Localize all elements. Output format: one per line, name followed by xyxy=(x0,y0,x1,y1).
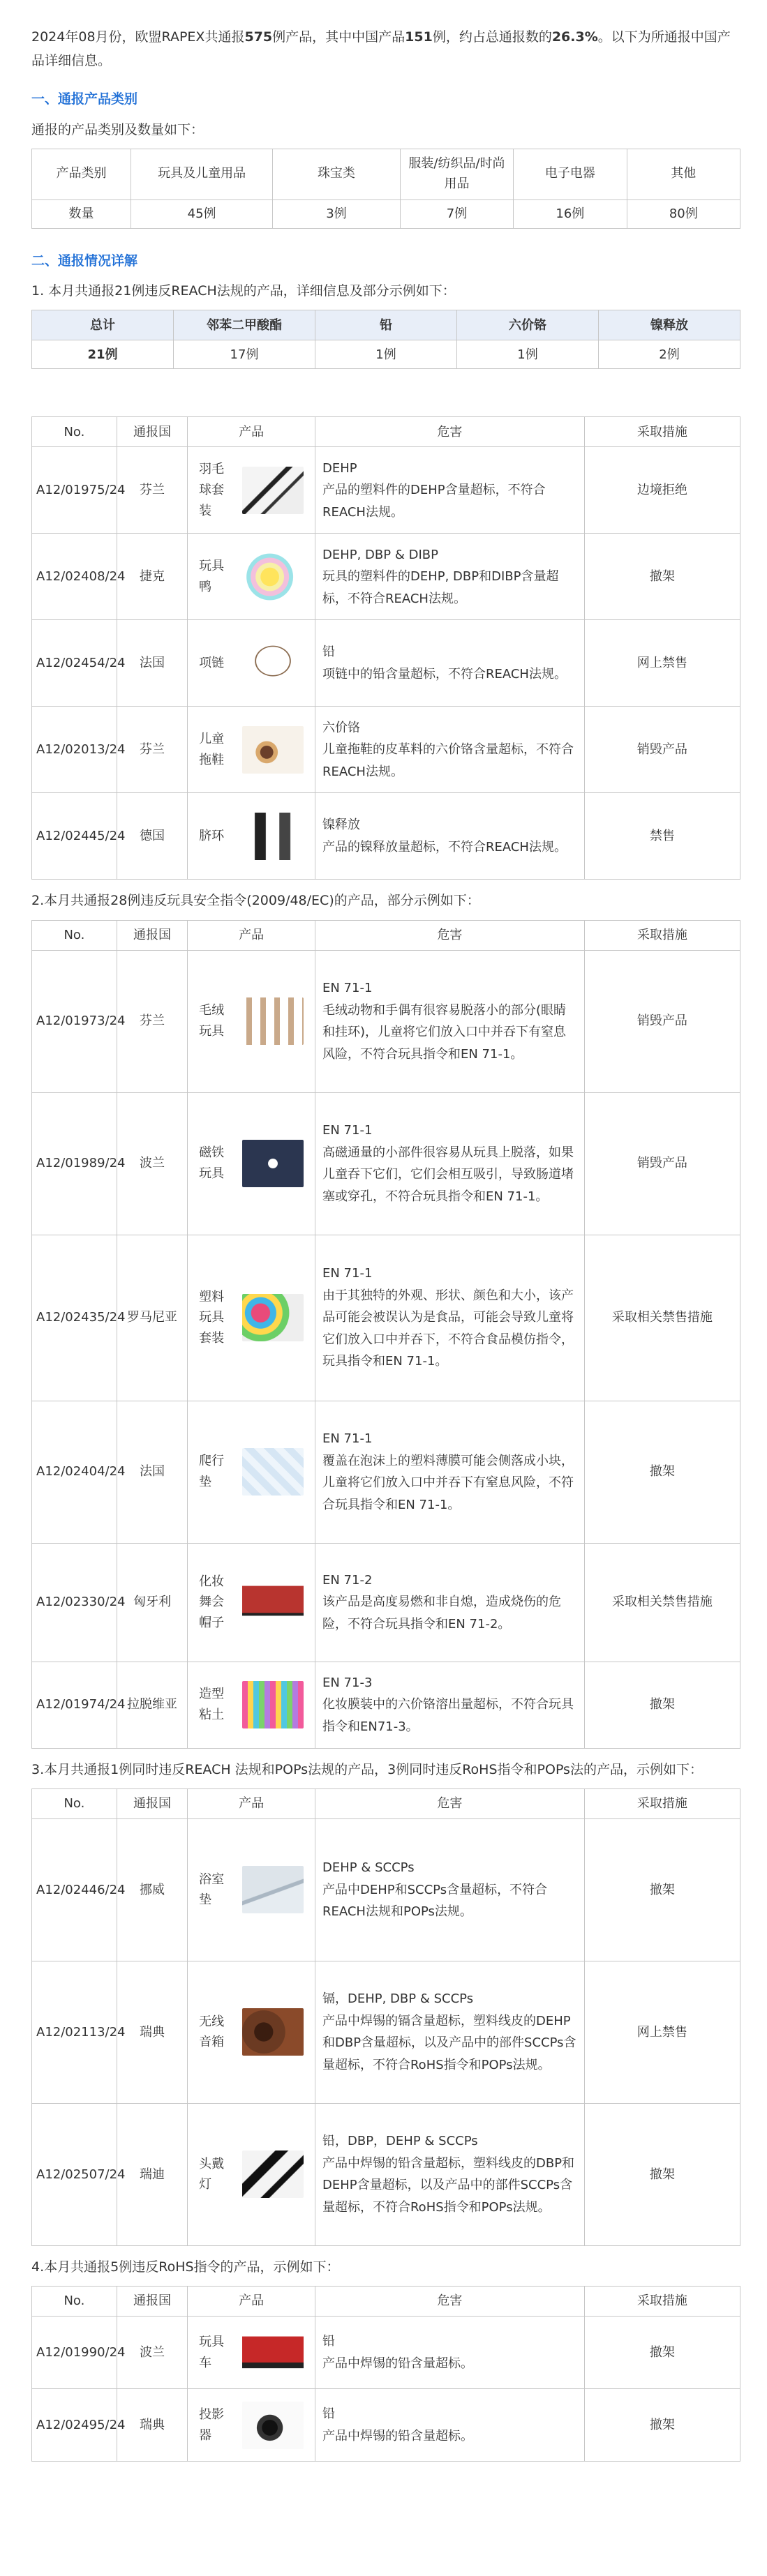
measure-taken: 采取相关禁售措施 xyxy=(584,1235,740,1401)
product-name: 头戴灯 xyxy=(199,2156,225,2192)
hazard-description: 覆盖在泡沫上的塑料薄膜可能会侧落成小块，儿童将它们放入口中并吞下有窒息风险，不符合玩具指令和EN 71-1。 xyxy=(322,1453,574,1512)
summary-header: 邻苯二甲酸酯 xyxy=(174,310,315,340)
hazard-description: 儿童拖鞋的皮革料的六价铬含量超标，不符合REACH法规。 xyxy=(322,742,574,779)
product-cell xyxy=(188,707,315,793)
column-header: No. xyxy=(32,1788,117,1818)
column-header: 危害 xyxy=(315,920,584,950)
product-image xyxy=(242,1294,304,1341)
pops-detail-table xyxy=(31,1788,740,2246)
product-cell xyxy=(188,950,315,1092)
table-row xyxy=(32,1401,740,1543)
section-paragraph: 3.本月共通报1例同时违反REACH 法规和POPs法规的产品，3例同时违反RoHS指令和POPs法的产品，示例如下： xyxy=(31,1761,703,1777)
category-header: 珠宝类 xyxy=(273,149,401,199)
intro-china-count: 151 xyxy=(405,29,433,45)
rohs-detail-table xyxy=(31,2286,740,2462)
reach-summary-table xyxy=(31,310,740,369)
hazard-description: 该产品是高度易燃和非自熄，造成烧伤的危险，不符合玩具指令和EN 71-2。 xyxy=(322,1595,561,1632)
product-name: 羽毛球套装 xyxy=(199,462,225,518)
notifying-country: 芬兰 xyxy=(117,447,188,534)
measure-taken: 网上禁售 xyxy=(584,1961,740,2103)
hazard-title: EN 71-1 xyxy=(322,1266,373,1281)
product-image xyxy=(242,1681,304,1728)
summary-header: 铅 xyxy=(315,310,457,340)
table-row xyxy=(32,1092,740,1235)
product-cell xyxy=(188,2103,315,2245)
product-name: 无线音箱 xyxy=(199,2014,225,2050)
report-number: A12/02495/24 xyxy=(32,2389,117,2462)
column-header: 危害 xyxy=(315,1788,584,1818)
column-header: 通报国 xyxy=(117,2287,188,2317)
measure-taken: 撤架 xyxy=(584,1401,740,1543)
product-image xyxy=(242,467,304,514)
product-name: 毛绒玩具 xyxy=(199,1003,225,1039)
category-header: 产品类别 xyxy=(32,149,131,199)
product-name: 塑料玩具套装 xyxy=(199,1289,225,1346)
report-number: A12/02013/24 xyxy=(32,707,117,793)
hazard-cell xyxy=(315,534,584,620)
report-number: A12/01990/24 xyxy=(32,2317,117,2389)
column-header: 采取措施 xyxy=(584,1788,740,1818)
product-image xyxy=(242,2329,304,2377)
product-name: 投影器 xyxy=(199,2406,225,2443)
hazard-title: EN 71-1 xyxy=(322,1431,373,1447)
hazard-cell xyxy=(315,1092,584,1235)
section-paragraph: 1. 本月共通报21例违反REACH法规的产品，详细信息及部分示例如下： xyxy=(31,283,456,299)
notifying-country: 芬兰 xyxy=(117,950,188,1092)
report-number: A12/01989/24 xyxy=(32,1092,117,1235)
hazard-description: 产品中DEHP和SCCPs含量超标，不符合REACH法规和POPs法规。 xyxy=(322,1882,548,1920)
table-row xyxy=(32,620,740,707)
hazard-description: 产品的塑料件的DEHP含量超标，不符合REACH法规。 xyxy=(322,483,546,520)
hazard-title: 铅 xyxy=(322,2334,335,2349)
summary-header: 镍释放 xyxy=(599,310,740,340)
table-row xyxy=(32,2389,740,2462)
measure-taken: 撤架 xyxy=(584,534,740,620)
notifying-country: 匈牙利 xyxy=(117,1543,188,1662)
category-value: 数量 xyxy=(32,199,131,228)
hazard-cell xyxy=(315,1662,584,1748)
notifying-country: 瑞迪 xyxy=(117,2103,188,2245)
category-header: 玩具及儿童用品 xyxy=(131,149,273,199)
intro-paragraph xyxy=(31,25,740,73)
table-row xyxy=(32,1818,740,1961)
notifying-country: 德国 xyxy=(117,793,188,880)
notifying-country: 捷克 xyxy=(117,534,188,620)
table-row xyxy=(32,534,740,620)
measure-taken: 禁售 xyxy=(584,793,740,880)
hazard-cell xyxy=(315,1961,584,2103)
measure-taken: 采取相关禁售措施 xyxy=(584,1543,740,1662)
notifying-country: 罗马尼亚 xyxy=(117,1235,188,1401)
product-cell xyxy=(188,1543,315,1662)
section-title: 二、通报情况详解 xyxy=(31,253,138,269)
summary-header: 总计 xyxy=(32,310,174,340)
section-paragraph: 4.本月共通报5例违反RoHS指令的产品，示例如下： xyxy=(31,2259,340,2275)
notifying-country: 法国 xyxy=(117,1401,188,1543)
table-row xyxy=(32,1961,740,2103)
column-header: No. xyxy=(32,2287,117,2317)
hazard-title: DEHP xyxy=(322,460,357,476)
hazard-cell xyxy=(315,1818,584,1961)
hazard-description: 化妆膜装中的六价铬溶出量超标，不符合玩具指令和EN71-3。 xyxy=(322,1697,574,1734)
hazard-title: DEHP, DBP & DIBP xyxy=(322,547,438,562)
product-name: 造型粘土 xyxy=(199,1687,225,1723)
intro-total: 575 xyxy=(244,29,273,45)
measure-taken: 销毁产品 xyxy=(584,707,740,793)
product-image xyxy=(242,2008,304,2056)
hazard-cell xyxy=(315,2317,584,2389)
column-header: No. xyxy=(32,920,117,950)
hazard-cell xyxy=(315,1235,584,1401)
detail-header-row xyxy=(32,920,740,950)
product-image xyxy=(242,1448,304,1496)
summary-value: 17例 xyxy=(174,340,315,369)
hazard-description: 产品中焊锡的铅含量超标。 xyxy=(322,2428,473,2443)
hazard-title: 铅 xyxy=(322,2406,335,2422)
column-header: 危害 xyxy=(315,417,584,447)
hazard-description: 项链中的铅含量超标，不符合REACH法规。 xyxy=(322,666,567,681)
table-row xyxy=(32,2317,740,2389)
category-value: 7例 xyxy=(400,199,513,228)
column-header: 通报国 xyxy=(117,920,188,950)
column-header: 产品 xyxy=(188,1788,315,1818)
section-title: 一、通报产品类别 xyxy=(31,91,138,107)
intro-text: 2024年08月份，欧盟RAPEX共通报 xyxy=(31,29,245,45)
product-name: 玩具车 xyxy=(199,2334,225,2370)
product-cell xyxy=(188,447,315,534)
report-number: A12/02404/24 xyxy=(32,1401,117,1543)
product-name: 玩具鸭 xyxy=(199,559,225,594)
product-name: 磁铁玩具 xyxy=(199,1145,225,1182)
summary-value: 1例 xyxy=(315,340,457,369)
hazard-title: EN 71-1 xyxy=(322,1123,373,1138)
column-header: 采取措施 xyxy=(584,920,740,950)
product-image xyxy=(242,2151,304,2198)
report-number: A12/02446/24 xyxy=(32,1818,117,1961)
measure-taken: 网上禁售 xyxy=(584,620,740,707)
section-paragraph: 2.本月共通报28例违反玩具安全指令(2009/48/EC)的产品，部分示例如下： xyxy=(31,893,480,909)
product-name: 化妆舞会帽子 xyxy=(199,1574,225,1630)
notifying-country: 法国 xyxy=(117,620,188,707)
hazard-description: 毛绒动物和手偶有很容易脱落小的部分(眼睛和挂环)，儿童将它们放入口中并吞下有窒息风险，不符合玩具指令和EN 71-1。 xyxy=(322,1002,567,1062)
product-image xyxy=(242,1866,304,1913)
hazard-title: 镍释放 xyxy=(322,818,360,833)
column-header: 采取措施 xyxy=(584,417,740,447)
notifying-country: 波兰 xyxy=(117,2317,188,2389)
product-cell xyxy=(188,1818,315,1961)
intro-text: 例产品，其中中国产品 xyxy=(272,29,405,45)
hazard-cell xyxy=(315,620,584,707)
product-image xyxy=(242,726,304,774)
table-row xyxy=(32,447,740,534)
hazard-title: 六价铬 xyxy=(322,720,360,735)
hazard-cell xyxy=(315,707,584,793)
hazard-cell xyxy=(315,793,584,880)
product-image xyxy=(242,640,304,687)
table-row xyxy=(32,2103,740,2245)
product-cell xyxy=(188,1961,315,2103)
measure-taken: 销毁产品 xyxy=(584,950,740,1092)
column-header: No. xyxy=(32,417,117,447)
product-image xyxy=(242,553,304,601)
hazard-description: 产品中焊锡的铅含量超标。 xyxy=(322,2356,473,2371)
hazard-cell xyxy=(315,1401,584,1543)
hazard-title: DEHP & SCCPs xyxy=(322,1860,415,1876)
intro-percentage: 26.3% xyxy=(551,29,598,45)
product-cell xyxy=(188,793,315,880)
table-row xyxy=(32,1543,740,1662)
section-desc: 通报的产品类别及数量如下： xyxy=(31,121,204,137)
category-table xyxy=(31,149,740,229)
notifying-country: 芬兰 xyxy=(117,707,188,793)
report-number: A12/02445/24 xyxy=(32,793,117,880)
column-header: 通报国 xyxy=(117,1788,188,1818)
intro-text: 。以下为所通报中国产品详细信息。 xyxy=(31,29,731,69)
measure-taken: 撤架 xyxy=(584,1818,740,1961)
product-cell xyxy=(188,534,315,620)
summary-header-row xyxy=(32,310,740,340)
hazard-cell xyxy=(315,2389,584,2462)
report-number: A12/02435/24 xyxy=(32,1235,117,1401)
product-cell xyxy=(188,1401,315,1543)
report-number: A12/02330/24 xyxy=(32,1543,117,1662)
detail-header-row xyxy=(32,1788,740,1818)
column-header: 通报国 xyxy=(117,417,188,447)
product-cell xyxy=(188,1235,315,1401)
category-value: 80例 xyxy=(627,199,740,228)
hazard-description: 玩具的塑料件的DEHP, DBP和DIBP含量超标，不符合REACH法规。 xyxy=(322,569,559,606)
hazard-description: 产品中焊锡的镉含量超标，塑料线皮的DEHP和DBP含量超标，以及产品中的部件SCCPs含量超标，不符合RoHS指令和POPs法规。 xyxy=(322,2013,576,2072)
hazard-title: 铅 xyxy=(322,645,335,660)
category-value: 16例 xyxy=(514,199,627,228)
product-name: 脐环 xyxy=(199,829,225,844)
reach-detail-table xyxy=(31,416,740,880)
product-cell xyxy=(188,620,315,707)
report-number: A12/01974/24 xyxy=(32,1662,117,1748)
table-row xyxy=(32,707,740,793)
summary-value: 2例 xyxy=(599,340,740,369)
product-cell xyxy=(188,2317,315,2389)
column-header: 采取措施 xyxy=(584,2287,740,2317)
measure-taken: 撤架 xyxy=(584,2103,740,2245)
hazard-cell xyxy=(315,447,584,534)
category-value: 45例 xyxy=(131,199,273,228)
product-image xyxy=(242,813,304,860)
notifying-country: 瑞典 xyxy=(117,1961,188,2103)
product-cell xyxy=(188,2389,315,2462)
product-name: 儿童拖鞋 xyxy=(199,732,225,767)
hazard-title: 铅，DBP，DEHP & SCCPs xyxy=(322,2134,478,2149)
detail-header-row xyxy=(32,417,740,447)
hazard-description: 高磁通量的小部件很容易从玩具上脱落，如果儿童吞下它们，它们会相互吸引，导致肠道堵塞或穿孔，不符合玩具指令和EN 71-1。 xyxy=(322,1145,574,1204)
report-number: A12/02408/24 xyxy=(32,534,117,620)
product-image xyxy=(242,2402,304,2449)
summary-value: 21例 xyxy=(32,340,174,369)
intro-text: 例，约占总通报数的 xyxy=(432,29,552,45)
hazard-title: 镉，DEHP, DBP & SCCPs xyxy=(322,1991,474,2007)
detail-header-row xyxy=(32,2287,740,2317)
report-number: A12/02113/24 xyxy=(32,1961,117,2103)
hazard-cell xyxy=(315,950,584,1092)
hazard-title: EN 71-1 xyxy=(322,981,373,996)
category-header-row xyxy=(32,149,740,199)
measure-taken: 销毁产品 xyxy=(584,1092,740,1235)
toy-safety-detail-table xyxy=(31,920,740,1749)
hazard-description: 产品的镍释放量超标，不符合REACH法规。 xyxy=(322,839,567,854)
product-cell xyxy=(188,1662,315,1748)
measure-taken: 撤架 xyxy=(584,1662,740,1748)
notifying-country: 挪威 xyxy=(117,1818,188,1961)
column-header: 产品 xyxy=(188,2287,315,2317)
product-image xyxy=(242,997,304,1045)
summary-value: 1例 xyxy=(457,340,599,369)
product-image xyxy=(242,1140,304,1187)
hazard-description: 产品中焊锡的铅含量超标，塑料线皮的DBP和DEHP含量超标，以及产品中的部件SCCPs含量超标，不符合RoHS指令和POPs法规。 xyxy=(322,2155,575,2215)
product-cell xyxy=(188,1092,315,1235)
report-number: A12/01973/24 xyxy=(32,950,117,1092)
hazard-cell xyxy=(315,1543,584,1662)
table-row xyxy=(32,793,740,880)
column-header: 产品 xyxy=(188,417,315,447)
report-number: A12/02454/24 xyxy=(32,620,117,707)
summary-header: 六价铬 xyxy=(457,310,599,340)
product-image xyxy=(242,1579,304,1626)
notifying-country: 波兰 xyxy=(117,1092,188,1235)
column-header: 危害 xyxy=(315,2287,584,2317)
notifying-country: 拉脱维亚 xyxy=(117,1662,188,1748)
product-name: 浴室垫 xyxy=(199,1871,225,1908)
category-value: 3例 xyxy=(273,199,401,228)
table-row xyxy=(32,1235,740,1401)
report-number: A12/02507/24 xyxy=(32,2103,117,2245)
hazard-description: 由于其独特的外观、形状、颜色和大小，该产品可能会被误认为是食品，可能会导致儿童将它们放入口中并吞下，不符合食品模仿指令，玩具指令和EN 71-1。 xyxy=(322,1288,574,1369)
report-number: A12/01975/24 xyxy=(32,447,117,534)
category-header: 服装/纺织品/时尚用品 xyxy=(400,149,513,199)
measure-taken: 撤架 xyxy=(584,2317,740,2389)
category-header: 其他 xyxy=(627,149,740,199)
column-header: 产品 xyxy=(188,920,315,950)
measure-taken: 撤架 xyxy=(584,2389,740,2462)
hazard-title: EN 71-2 xyxy=(322,1572,373,1588)
measure-taken: 边境拒绝 xyxy=(584,447,740,534)
table-row xyxy=(32,1662,740,1748)
hazard-cell xyxy=(315,2103,584,2245)
notifying-country: 瑞典 xyxy=(117,2389,188,2462)
category-header: 电子电器 xyxy=(514,149,627,199)
category-value-row xyxy=(32,199,740,228)
summary-value-row xyxy=(32,340,740,369)
product-name: 项链 xyxy=(199,656,225,671)
product-name: 爬行垫 xyxy=(199,1454,225,1490)
table-row xyxy=(32,950,740,1092)
hazard-title: EN 71-3 xyxy=(322,1675,373,1690)
